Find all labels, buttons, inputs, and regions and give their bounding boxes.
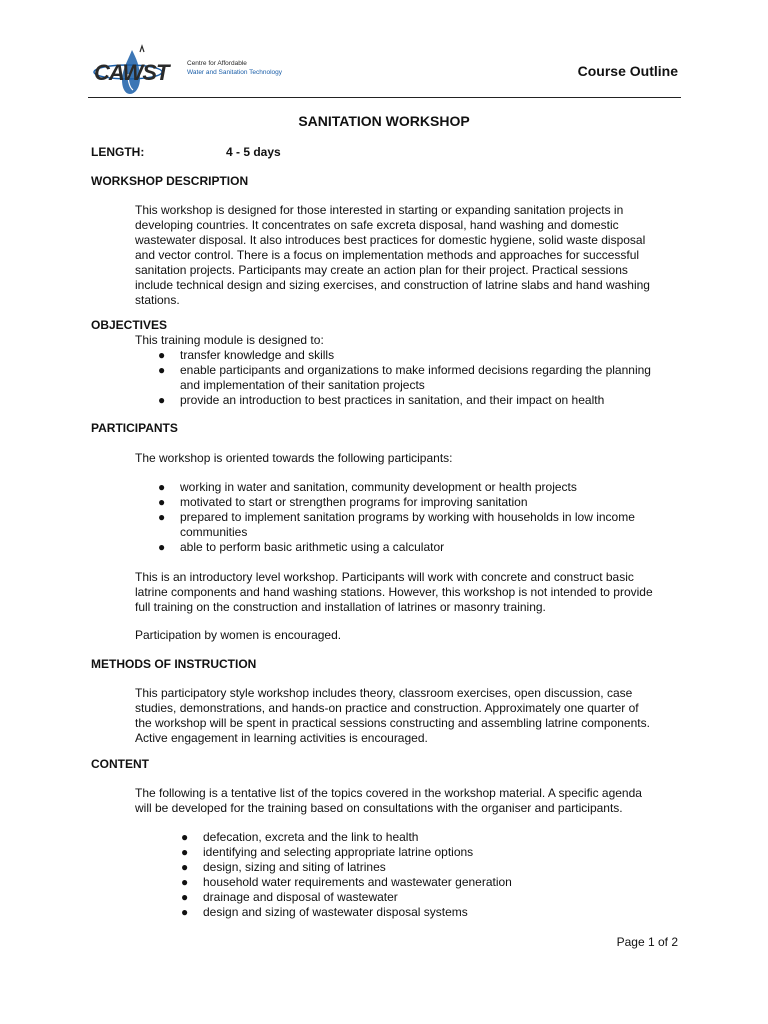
list-item xyxy=(135,363,685,393)
participants-list xyxy=(135,480,685,555)
list-item-text: provide an introduction to best practices in sanitation, and their impact on health xyxy=(180,393,605,407)
text-line: Active engagement in learning activities is encouraged. xyxy=(135,731,428,745)
objectives-list xyxy=(135,348,685,408)
section-heading-participants: PARTICIPANTS xyxy=(91,421,178,435)
list-item xyxy=(135,495,685,510)
bullet-icon: ● xyxy=(181,830,189,844)
bullet-icon: ● xyxy=(158,363,166,377)
text-line: the workshop will be spent in practical sessions constructing and assembling latrine components. xyxy=(135,716,650,730)
page-number: Page 1 of 2 xyxy=(616,935,678,949)
text-line: stations. xyxy=(135,293,180,307)
section-heading-content: CONTENT xyxy=(91,757,149,771)
bullet-icon: ● xyxy=(181,860,189,874)
bullet-icon: ● xyxy=(158,480,166,494)
list-item xyxy=(158,845,678,860)
bullet-icon: ● xyxy=(181,875,189,889)
list-item xyxy=(135,393,685,408)
bullet-icon: ● xyxy=(181,890,189,904)
text-line: wastewater disposal. It also introduces best practices for domestic hygiene, solid waste disposal xyxy=(135,233,646,247)
list-item-text: prepared to implement sanitation programs by working with households in low income xyxy=(180,510,635,524)
page-title: SANITATION WORKSHOP xyxy=(298,113,470,129)
content-paragraph xyxy=(135,786,682,816)
length-label: LENGTH: xyxy=(91,145,145,159)
participants-paragraph xyxy=(135,570,682,615)
text-line: and vector control. There is a focus on implementation methods and approaches for successful xyxy=(135,248,640,262)
list-item xyxy=(158,830,678,845)
list-item-text: communities xyxy=(180,525,248,539)
text-line: will be developed for the training based on consultations with the organiser and participants. xyxy=(135,801,623,815)
header-divider xyxy=(88,97,681,98)
list-item xyxy=(135,540,685,555)
bullet-icon: ● xyxy=(158,348,166,362)
text-line: sanitation projects. Participants may create an action plan for their project. Practical sessions xyxy=(135,263,628,277)
text-line: developing countries. It concentrates on safe excreta disposal, hand washing and domestic xyxy=(135,218,619,232)
logo-tagline-2: Water and Sanitation Technology xyxy=(187,69,283,76)
bullet-icon: ● xyxy=(158,393,166,407)
methods-paragraph xyxy=(135,686,682,746)
list-item-text: and implementation of their sanitation projects xyxy=(180,378,425,392)
description-paragraph xyxy=(135,203,682,308)
list-item-text: transfer knowledge and skills xyxy=(180,348,335,362)
list-item-text: enable participants and organizations to make informed decisions regarding the planning xyxy=(180,363,651,377)
text-line: include technical design and sizing exercises, and construction of latrine slabs and hand washing xyxy=(135,278,650,292)
text-line: This participatory style workshop includes theory, classroom exercises, open discussion, case xyxy=(135,686,633,700)
length-value: 4 - 5 days xyxy=(226,145,281,159)
text-line: This workshop is designed for those interested in starting or expanding sanitation projects in xyxy=(135,203,624,217)
list-item-text: design and sizing of wastewater disposal systems xyxy=(203,905,468,919)
bullet-icon: ● xyxy=(181,845,189,859)
text-line: studies, demonstrations, and hands-on practice and construction. Approximately one quarter of xyxy=(135,701,639,715)
bullet-icon: ● xyxy=(158,510,166,524)
list-item-text: identifying and selecting appropriate latrine options xyxy=(203,845,474,859)
section-heading-methods: METHODS OF INSTRUCTION xyxy=(91,657,257,671)
content-topics-list xyxy=(158,830,678,920)
bullet-icon: ● xyxy=(158,540,166,554)
list-item xyxy=(135,348,685,363)
list-item-text: defecation, excreta and the link to health xyxy=(203,830,419,844)
participants-intro: The workshop is oriented towards the following participants: xyxy=(135,451,453,465)
objectives-intro: This training module is designed to: xyxy=(135,333,324,347)
section-heading-description: WORKSHOP DESCRIPTION xyxy=(91,174,249,188)
logo-wordmark: CAWST xyxy=(94,60,169,85)
list-item-text: household water requirements and wastewater generation xyxy=(203,875,512,889)
text-line: The following is a tentative list of the topics covered in the workshop material. A specific agenda xyxy=(135,786,642,800)
bullet-icon: ● xyxy=(158,495,166,509)
logo-tagline-1: Centre for Affordable xyxy=(187,60,247,67)
participation-note: Participation by women is encouraged. xyxy=(135,628,342,642)
doc-type-label: Course Outline xyxy=(577,63,678,79)
list-item xyxy=(158,890,678,905)
cawst-logo xyxy=(92,44,292,99)
list-item-text: design, sizing and siting of latrines xyxy=(203,860,386,874)
list-item xyxy=(135,480,685,495)
bullet-icon: ● xyxy=(181,905,189,919)
list-item xyxy=(158,860,678,875)
list-item-text: working in water and sanitation, community development or health projects xyxy=(180,480,577,494)
text-line: This is an introductory level workshop. Participants will work with concrete and construct basic xyxy=(135,570,634,584)
section-heading-objectives: OBJECTIVES xyxy=(91,318,168,332)
text-line: full training on the construction and installation of latrines or masonry training. xyxy=(135,600,546,614)
list-item-text: motivated to start or strengthen programs for improving sanitation xyxy=(180,495,528,509)
list-item xyxy=(158,905,678,920)
list-item-text: able to perform basic arithmetic using a calculator xyxy=(180,540,445,554)
list-item xyxy=(158,875,678,890)
text-line: latrine components and hand washing stations. However, this workshop is not intended to provide xyxy=(135,585,653,599)
list-item xyxy=(135,510,685,540)
list-item-text: drainage and disposal of wastewater xyxy=(203,890,398,904)
